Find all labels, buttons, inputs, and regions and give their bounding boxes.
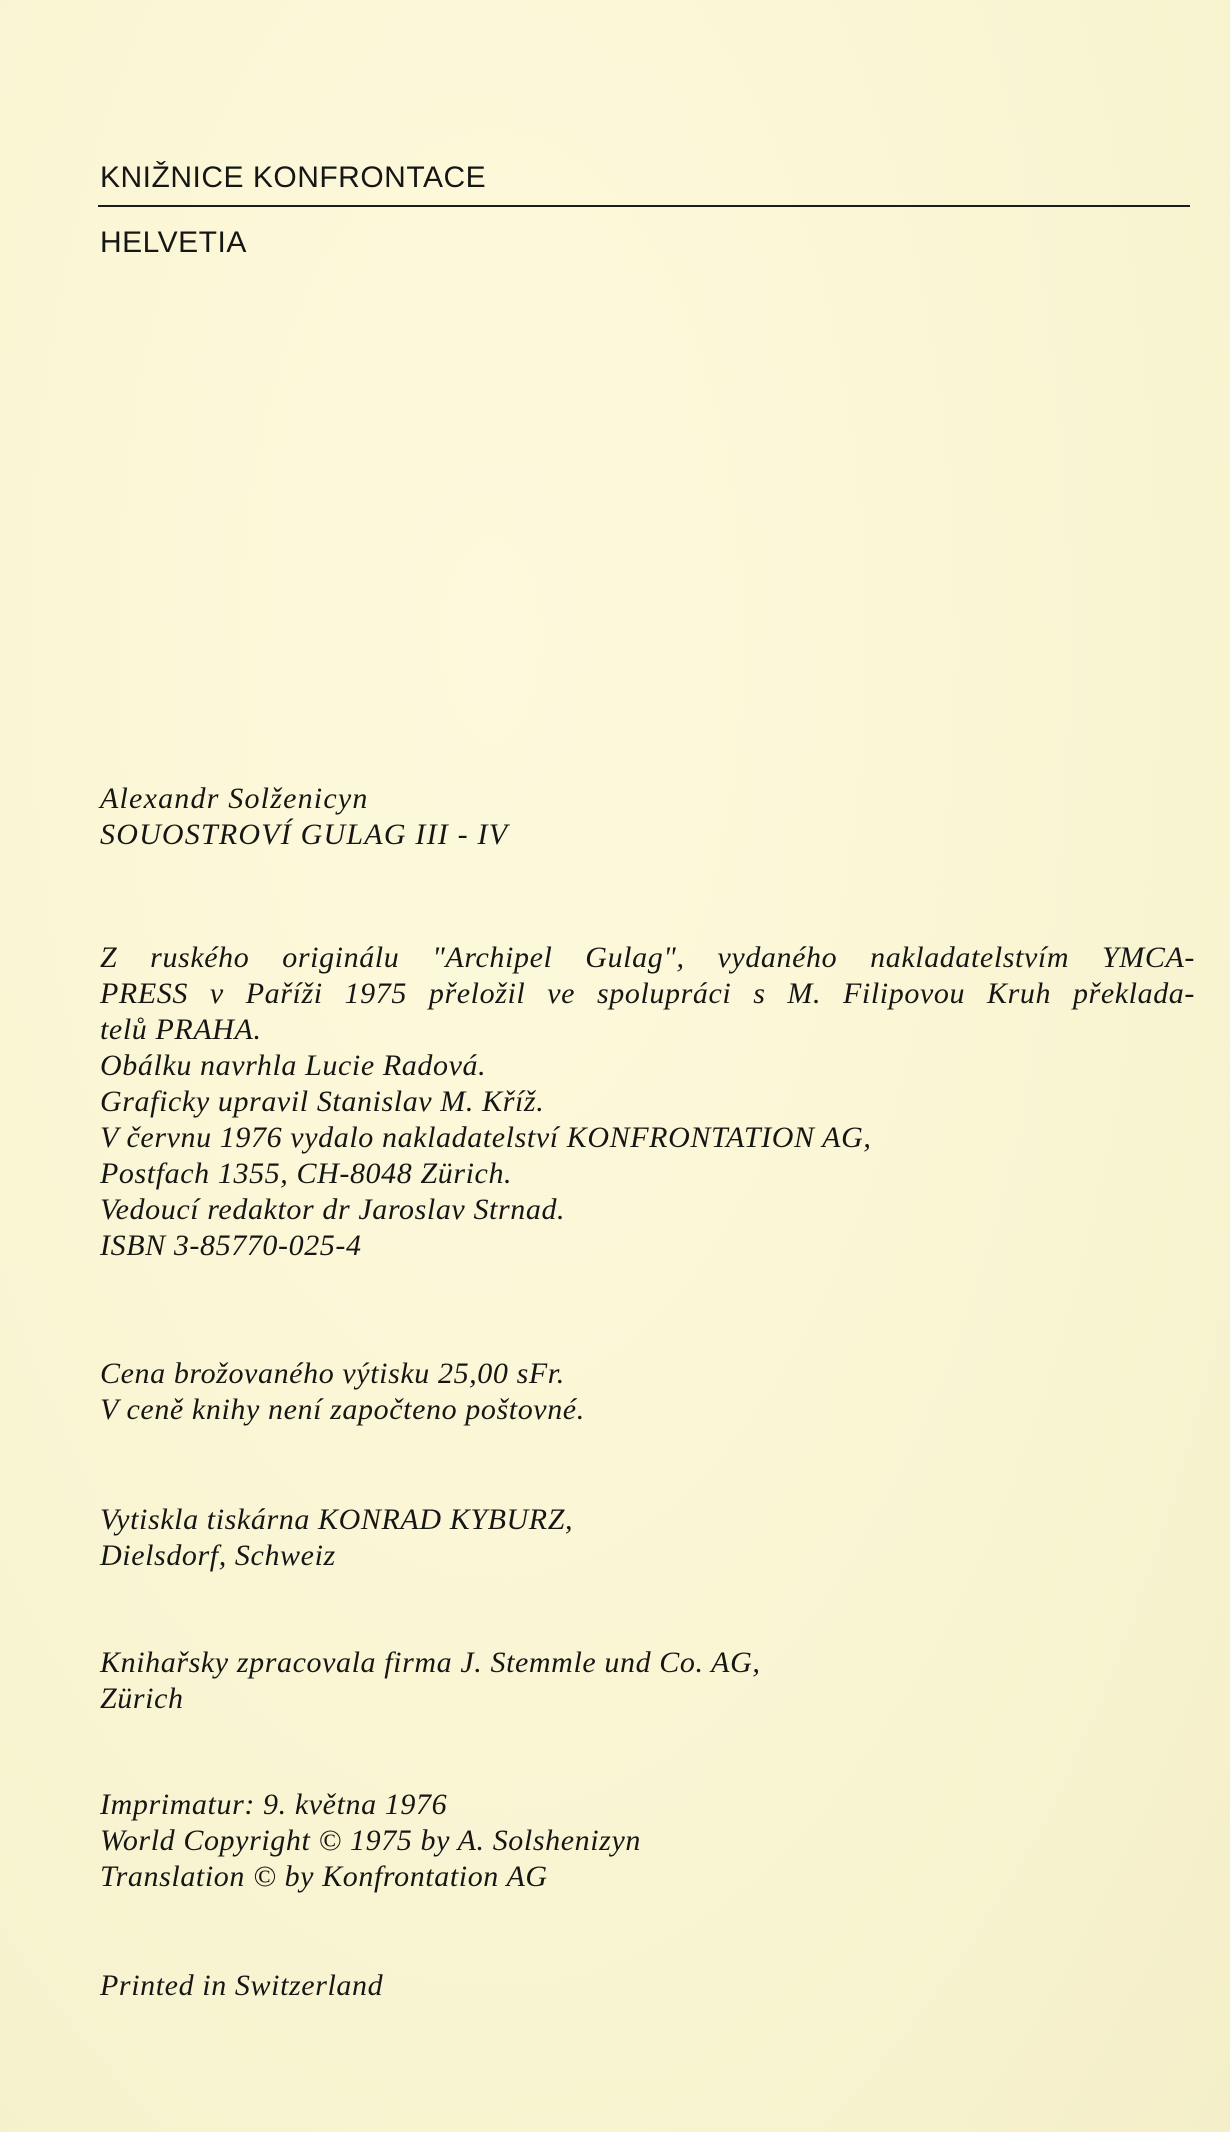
graphic-designer: Graficky upravil Stanislav M. Kříž. bbox=[100, 1085, 545, 1118]
world-copyright: World Copyright © 1975 by A. Solshenizyn bbox=[100, 1824, 641, 1857]
translation-copyright: Translation © by Konfrontation AG bbox=[100, 1860, 548, 1893]
author-name: Alexandr Solženicyn bbox=[100, 782, 369, 815]
colophon-block bbox=[100, 940, 1195, 1264]
postage-note: V ceně knihy není započteno poštovné. bbox=[100, 1393, 585, 1426]
author-title-block bbox=[100, 781, 508, 853]
header-rule bbox=[98, 205, 1190, 207]
price-line: Cena brožovaného výtisku 25,00 sFr. bbox=[100, 1357, 565, 1390]
imprimatur-block bbox=[100, 1787, 641, 1895]
printer-block bbox=[100, 1502, 573, 1574]
binder-name: Knihařsky zpracovala firma J. Stemmle und Co. AG, bbox=[100, 1646, 761, 1679]
printer-location: Dielsdorf, Schweiz bbox=[100, 1539, 336, 1572]
imprimatur-date: Imprimatur: 9. května 1976 bbox=[100, 1788, 448, 1821]
colophon-line: Z ruského originálu "Archipel Gulag", vydaného nakladatelstvím YMCA- bbox=[100, 941, 1195, 974]
series-name: KNIŽNICE KONFRONTACE bbox=[100, 161, 487, 194]
colophon-line: PRESS v Paříži 1975 přeložil ve spolupráci s M. Filipovou Kruh překlada- bbox=[100, 977, 1195, 1010]
book-title: SOUOSTROVÍ GULAG III - IV bbox=[100, 818, 509, 851]
printer-name: Vytiskla tiskárna KONRAD KYBURZ, bbox=[100, 1503, 574, 1536]
series-subtitle: HELVETIA bbox=[100, 226, 247, 259]
binder-block bbox=[100, 1645, 760, 1717]
cover-designer: Obálku navrhla Lucie Radová. bbox=[100, 1049, 487, 1082]
publisher-address: Postfach 1355, CH-8048 Zürich. bbox=[100, 1157, 513, 1190]
isbn: ISBN 3-85770-025-4 bbox=[100, 1229, 362, 1262]
publisher-line: V červnu 1976 vydalo nakladatelství KONFRONTATION AG, bbox=[100, 1121, 872, 1154]
price-block bbox=[100, 1356, 585, 1428]
chief-editor: Vedoucí redaktor dr Jaroslav Strnad. bbox=[100, 1193, 566, 1226]
binder-location: Zürich bbox=[100, 1682, 184, 1715]
colophon-line: telů PRAHA. bbox=[100, 1013, 262, 1046]
printed-in: Printed in Switzerland bbox=[100, 1969, 384, 2002]
